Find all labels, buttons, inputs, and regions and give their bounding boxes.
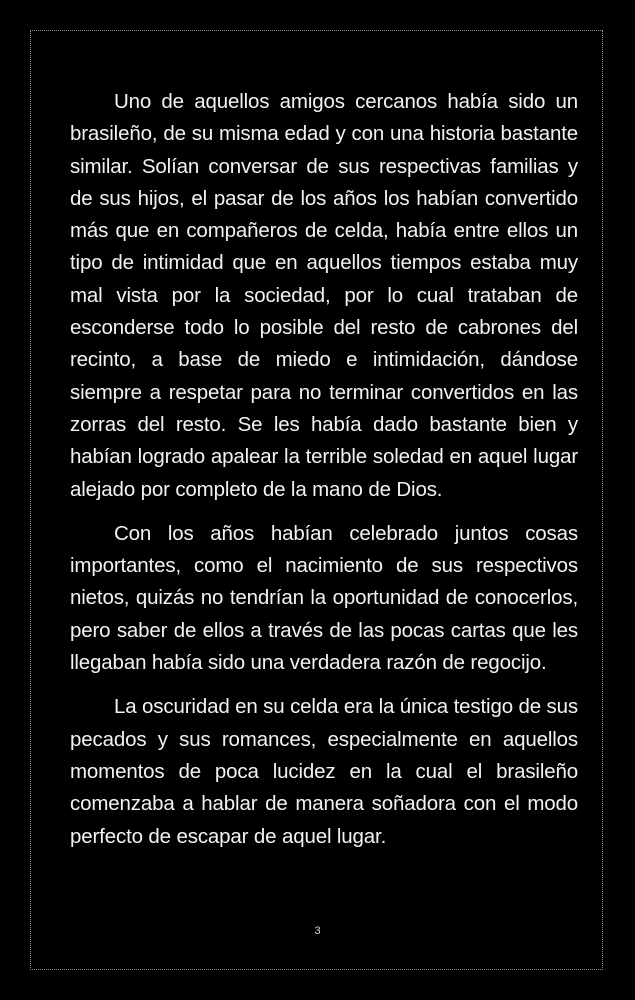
paragraph-3: La oscuridad en su celda era la única testigo de sus pecados y sus romances, especialmente en aquellos momentos de poca lucidez en la cual el brasileño comenzaba a hablar de manera soñadora con el modo perfecto de escapar de aquel lugar. <box>70 695 579 848</box>
book-text <box>70 86 578 865</box>
paragraph-1: Uno de aquellos amigos cercanos había sido un brasileño, de su misma edad y con una historia bastante similar. Solían conversar de sus respectivas familias y de sus hijos, el pasar de los años los habían convertido más que en compañeros de celda, había entre ellos un tipo de intimidad que en aquellos tiempos estaba muy mal vista por la sociedad, por lo cual trataban de esconderse todo lo posible del resto de cabrones del recinto, a base de miedo e intimidación, dándose siempre a respetar para no terminar convertidos en las zorras del resto. Se les había dado bastante bien y habían logrado apalear la terrible soledad en aquel lugar alejado por completo de la mano de Dios. <box>70 90 578 501</box>
page-number: 3 <box>314 925 321 937</box>
paragraph-2: Con los años habían celebrado juntos cosas importantes, como el nacimiento de sus respectivos nietos, quizás no tendrían la oportunidad de conocerlos, pero saber de ellos a través de las pocas cartas que les llegaban había sido una verdadera razón de regocijo. <box>70 521 578 675</box>
